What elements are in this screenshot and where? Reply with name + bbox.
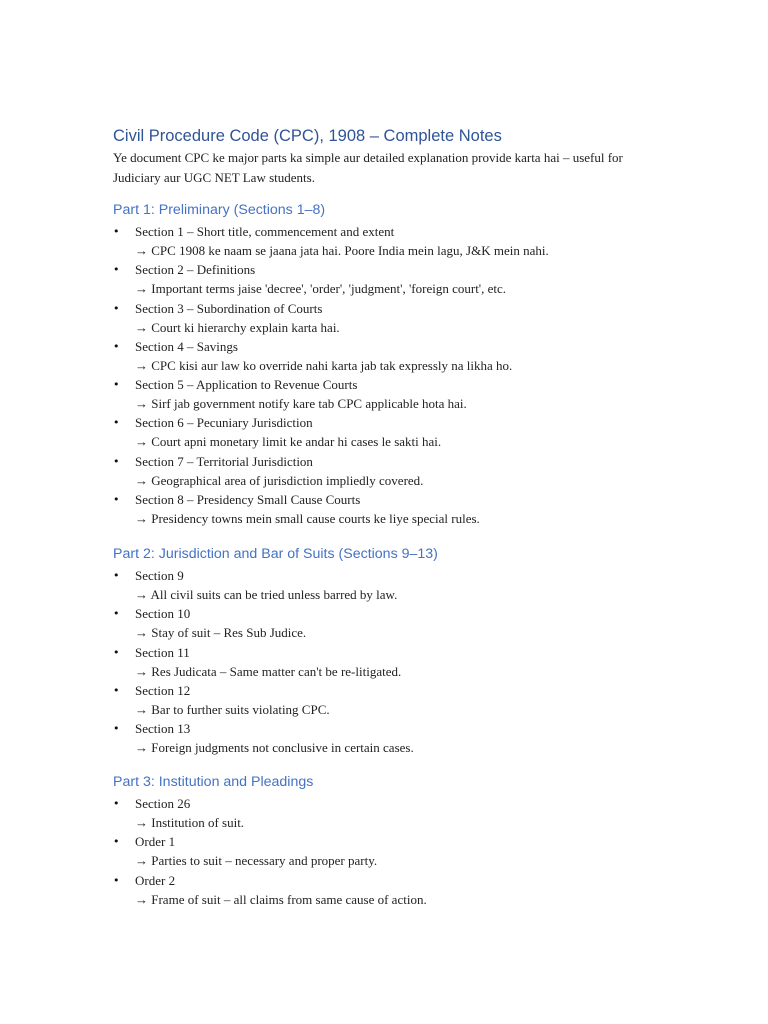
bullet-icon: • — [113, 645, 120, 659]
item-description: → Frame of suit – all claims from same cause of action. — [135, 891, 427, 907]
bullet-icon: • — [113, 683, 120, 697]
item-description: → Presidency towns mein small cause courts ke liye special rules. — [135, 511, 480, 527]
part-1-heading: Part 1: Preliminary (Sections 1–8) — [113, 202, 326, 218]
item-title: Order 2 — [135, 872, 176, 888]
item-title: Section 9 — [135, 568, 184, 583]
part-2-heading: Part 2: Jurisdiction and Bar of Suits (Sections 9–13) — [113, 546, 438, 562]
item-description: → CPC 1908 ke naam se jaana jata hai. Poore India mein lagu, J&K mein nahi. — [135, 243, 549, 258]
bullet-icon: • — [113, 225, 120, 238]
bullet-icon: • — [113, 569, 120, 582]
item-description: → CPC kisi aur law ko override nahi karta jab tak expressly na likha ho. — [135, 357, 513, 373]
bullet-icon: • — [113, 263, 120, 277]
item-title: Section 11 — [135, 644, 190, 660]
item-description: → Institution of suit. — [135, 815, 245, 830]
item-title: Section 8 – Presidency Small Cause Courts — [135, 492, 361, 508]
bullet-icon: • — [113, 378, 120, 392]
bullet-icon: • — [113, 416, 120, 430]
item-title: Section 6 – Pecuniary Jurisdiction — [135, 415, 313, 431]
item-description: → Res Judicata – Same matter can't be re-litigated. — [135, 663, 402, 679]
item-description: → Sirf jab government notify kare tab CPC applicable hota hai. — [135, 396, 467, 412]
item-description: → Foreign judgments not conclusive in certain cases. — [135, 740, 414, 756]
part-3-heading: Part 3: Institution and Pleadings — [113, 774, 314, 790]
bullet-icon: • — [113, 454, 120, 468]
item-title: Section 4 – Savings — [135, 338, 238, 354]
bullet-icon: • — [113, 301, 120, 315]
item-description: → Bar to further suits violating CPC. — [135, 701, 330, 717]
bullet-icon: • — [113, 722, 120, 736]
item-title: Section 12 — [135, 682, 191, 698]
bullet-icon: • — [113, 835, 120, 849]
item-title: Section 13 — [135, 721, 191, 737]
item-description: → Parties to suit – necessary and proper party. — [135, 853, 378, 869]
item-title: Section 5 – Application to Revenue Courts — [135, 377, 358, 393]
item-title: Section 3 – Subordination of Courts — [135, 300, 323, 316]
item-description: → All civil suits can be tried unless barred by law. — [135, 587, 398, 602]
item-title: Section 7 – Territorial Jurisdiction — [135, 453, 313, 469]
item-title: Order 1 — [135, 834, 176, 850]
item-description: → Important terms jaise 'decree', 'order', 'judgment', 'foreign court', etc. — [135, 281, 507, 297]
item-description: → Court apni monetary limit ke andar hi cases le sakti hai. — [135, 434, 442, 450]
item-title: Section 2 – Definitions — [135, 262, 256, 278]
bullet-icon: • — [113, 607, 120, 621]
item-description: → Court ki hierarchy explain karta hai. — [135, 319, 340, 335]
bullet-icon: • — [113, 797, 120, 810]
bullet-icon: • — [113, 339, 120, 353]
item-title: Section 1 – Short title, commencement and extent — [135, 224, 395, 239]
bullet-icon: • — [113, 873, 120, 887]
bullet-icon: • — [113, 493, 120, 507]
item-description: → Stay of suit – Res Sub Judice. — [135, 625, 307, 641]
item-title: Section 10 — [135, 606, 191, 622]
document-intro: Ye document CPC ke major parts ka simple aur detailed explanation provide karta hai – useful for Judiciary aur UGC NET Law students. — [113, 150, 623, 185]
item-description: → Geographical area of jurisdiction impliedly covered. — [135, 472, 424, 488]
item-title: Section 26 — [135, 796, 191, 811]
document-title: Civil Procedure Code (CPC), 1908 – Complete Notes — [113, 127, 502, 145]
